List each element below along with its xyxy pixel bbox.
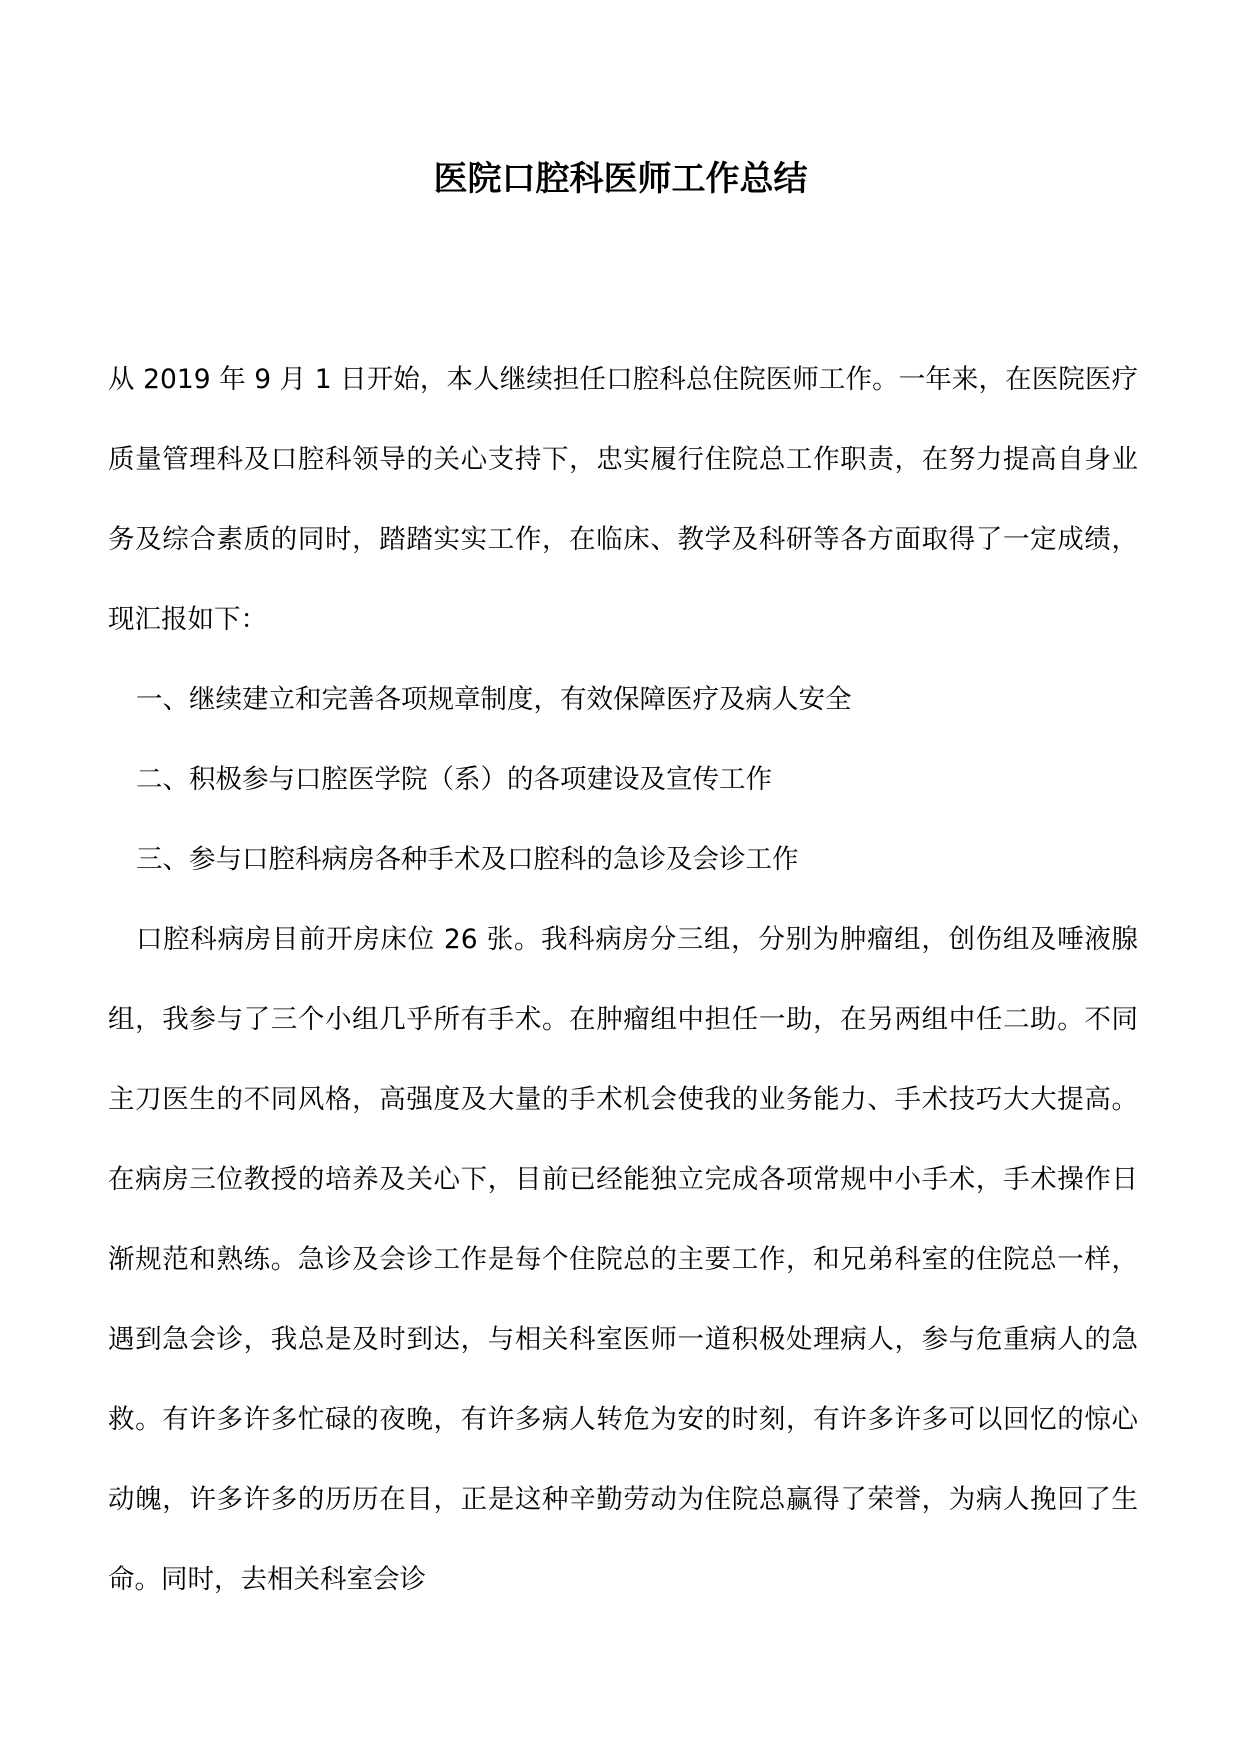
section-heading-2: 二、积极参与口腔医学院（系）的各项建设及宣传工作 [136, 764, 772, 795]
section-3-paragraph: 口腔科病房目前开房床位 26 张。我科病房分三组，分别为肿瘤组，创伤组及唾液腺组，我参与了三个小组几乎所有手术。在肿瘤组中担任一助，在另两组中任二助。不同主刀医生的不同风格，高强度及大量的手术机会使我的业务能力、手术技巧大大提高。在病房三位教授的培养及关心下，目前已经能独立完成各项常规中小手术，手术操作日渐规范和熟练。急诊及会诊工作是每个住院总的主要工作，和兄弟科室的住院总一样，遇到急会诊，我总是及时到达，与相关科室医师一道积极处理病人，参与危重病人的急救。有许多许多忙碌的夜晚，有许多病人转危为安的时刻，有许多许多可以回忆的惊心动魄，许多许多的历历在目，正是这种辛勤劳动为住院总赢得了荣誉，为病人挽回了生命。同时，去相关科室会诊 [108, 924, 1138, 1595]
document-title: 医院口腔科医师工作总结 [433, 159, 808, 199]
section-heading-1: 一、继续建立和完善各项规章制度，有效保障医疗及病人安全 [136, 684, 852, 715]
document-body [108, 340, 1138, 1620]
intro-paragraph: 从 2019 年 9 月 1 日开始，本人继续担任口腔科总住院医师工作。一年来，在医院医疗质量管理科及口腔科领导的关心支持下，忠实履行住院总工作职责，在努力提高自身业务及综合素质的同时，踏踏实实工作，在临床、教学及科研等各方面取得了一定成绩，现汇报如下： [108, 364, 1138, 635]
section-heading-3: 三、参与口腔科病房各种手术及口腔科的急诊及会诊工作 [136, 844, 799, 875]
